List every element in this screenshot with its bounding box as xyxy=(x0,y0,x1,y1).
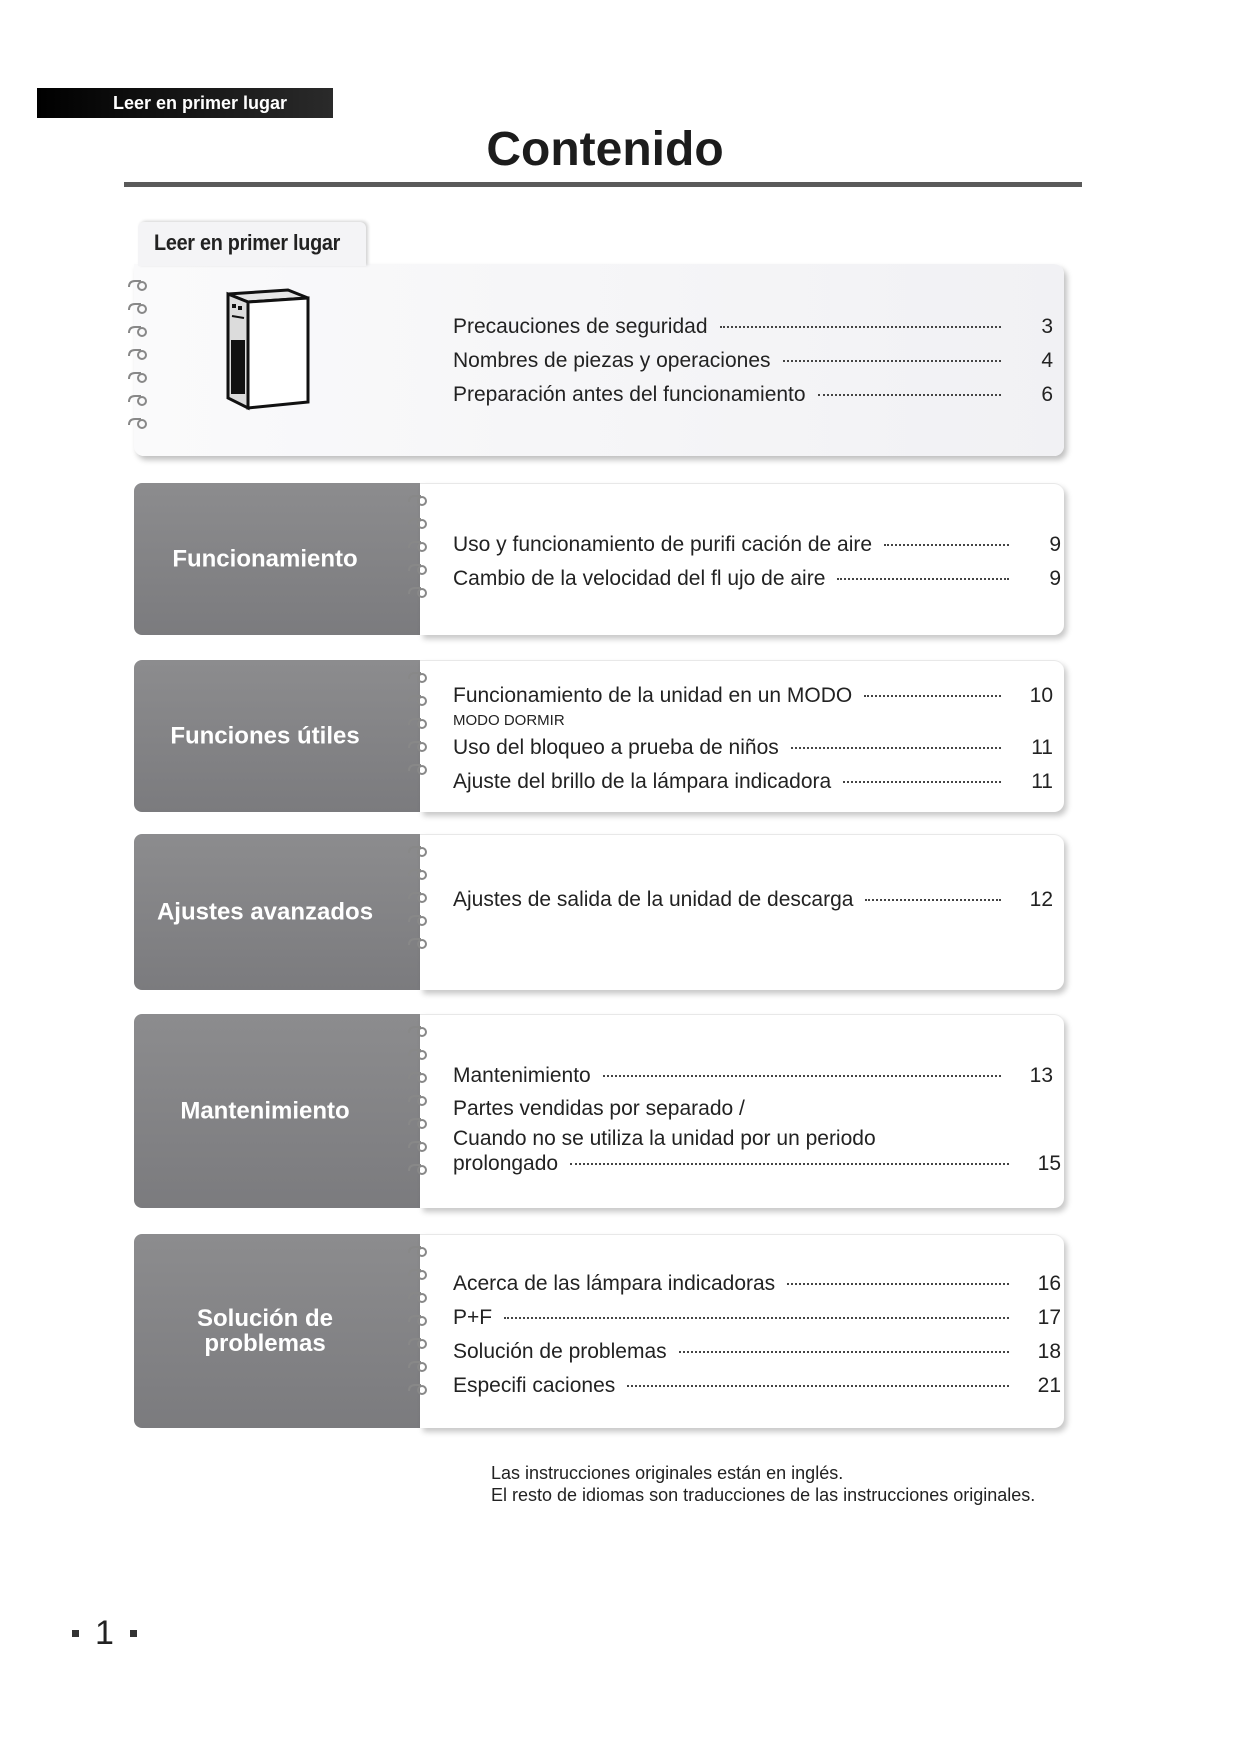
toc-entry[interactable]: Especifi caciones 21 xyxy=(453,1368,1061,1402)
section-label: Mantenimiento xyxy=(180,1097,350,1125)
section-label-panel xyxy=(134,660,420,812)
bullet-square-icon xyxy=(72,1630,79,1637)
intro-tab-label: Leer en primer lugar xyxy=(154,230,341,255)
section-toc xyxy=(453,1266,1061,1402)
section-label xyxy=(134,1306,396,1356)
binder-rings-icon xyxy=(406,493,432,608)
footnote xyxy=(491,1462,1035,1506)
section-label: Ajustes avanzados xyxy=(156,898,374,926)
footnote-line: El resto de idiomas son traducciones de las instrucciones originales. xyxy=(491,1485,1036,1505)
toc-entry[interactable]: Preparación antes del funcionamiento 6 xyxy=(453,377,1053,411)
toc-entry[interactable]: Nombres de piezas y operaciones 4 xyxy=(453,343,1053,377)
section-toc xyxy=(453,882,1053,916)
binder-rings-icon xyxy=(126,278,152,439)
toc-entry[interactable]: Cambio de la velocidad del fl ujo de aire 9 xyxy=(453,561,1061,595)
air-purifier-icon xyxy=(222,288,312,412)
intro-toc xyxy=(453,309,1053,411)
toc-entry[interactable]: P+F 17 xyxy=(453,1300,1061,1334)
toc-entry[interactable]: prolongado 15 xyxy=(453,1153,1061,1175)
toc-entry[interactable]: Precauciones de seguridad 3 xyxy=(453,309,1053,343)
binder-rings-icon xyxy=(406,1024,432,1185)
section-label-panel xyxy=(134,834,420,990)
bullet-square-icon xyxy=(130,1630,137,1637)
section-label: Funciones útiles xyxy=(170,722,360,750)
page-number xyxy=(72,1614,137,1653)
section-label-panel xyxy=(134,1234,420,1428)
toc-entry-line: Cuando no se utiliza la unidad por un periodo xyxy=(453,1127,876,1150)
binder-rings-icon xyxy=(406,1244,432,1405)
section-tag-label: Leer en primer lugar xyxy=(112,93,288,113)
page-title: Contenido xyxy=(486,123,724,176)
section-label: Funcionamiento xyxy=(172,545,358,573)
section-toc xyxy=(453,678,1053,798)
section-label-panel xyxy=(134,483,420,635)
toc-entry-line: Partes vendidas por separado / xyxy=(453,1097,745,1120)
toc-entry[interactable]: Uso y funcionamiento de purifi cación de aire 9 xyxy=(453,527,1061,561)
toc-entry[interactable]: Solución de problemas 18 xyxy=(453,1334,1061,1368)
toc-entry[interactable]: Mantenimiento 13 xyxy=(453,1058,1053,1092)
toc-entry[interactable]: Ajuste del brillo de la lámpara indicadora 11 xyxy=(453,764,1053,798)
binder-rings-icon xyxy=(406,844,432,959)
section-toc xyxy=(453,527,1061,595)
section-label-line: problemas xyxy=(204,1330,326,1357)
section-toc xyxy=(453,1058,1061,1175)
intro-tab xyxy=(138,222,366,266)
toc-subnote: MODO DORMIR xyxy=(453,712,565,729)
section-tag xyxy=(37,88,333,118)
toc-entry[interactable]: Acerca de las lámpara indicadoras 16 xyxy=(453,1266,1061,1300)
title-rule xyxy=(124,182,1082,187)
section-label-panel xyxy=(134,1014,420,1208)
toc-entry[interactable]: Funcionamiento de la unidad en un MODO 10 xyxy=(453,678,1053,712)
toc-entry[interactable]: Uso del bloqueo a prueba de niños 11 xyxy=(453,730,1053,764)
page-number-value: 1 xyxy=(95,1614,114,1652)
binder-rings-icon xyxy=(406,670,432,785)
toc-entry[interactable]: Ajustes de salida de la unidad de descarga 12 xyxy=(453,882,1053,916)
footnote-line: Las instrucciones originales están en inglés. xyxy=(491,1463,844,1483)
section-label-line: Solución de xyxy=(196,1305,333,1332)
